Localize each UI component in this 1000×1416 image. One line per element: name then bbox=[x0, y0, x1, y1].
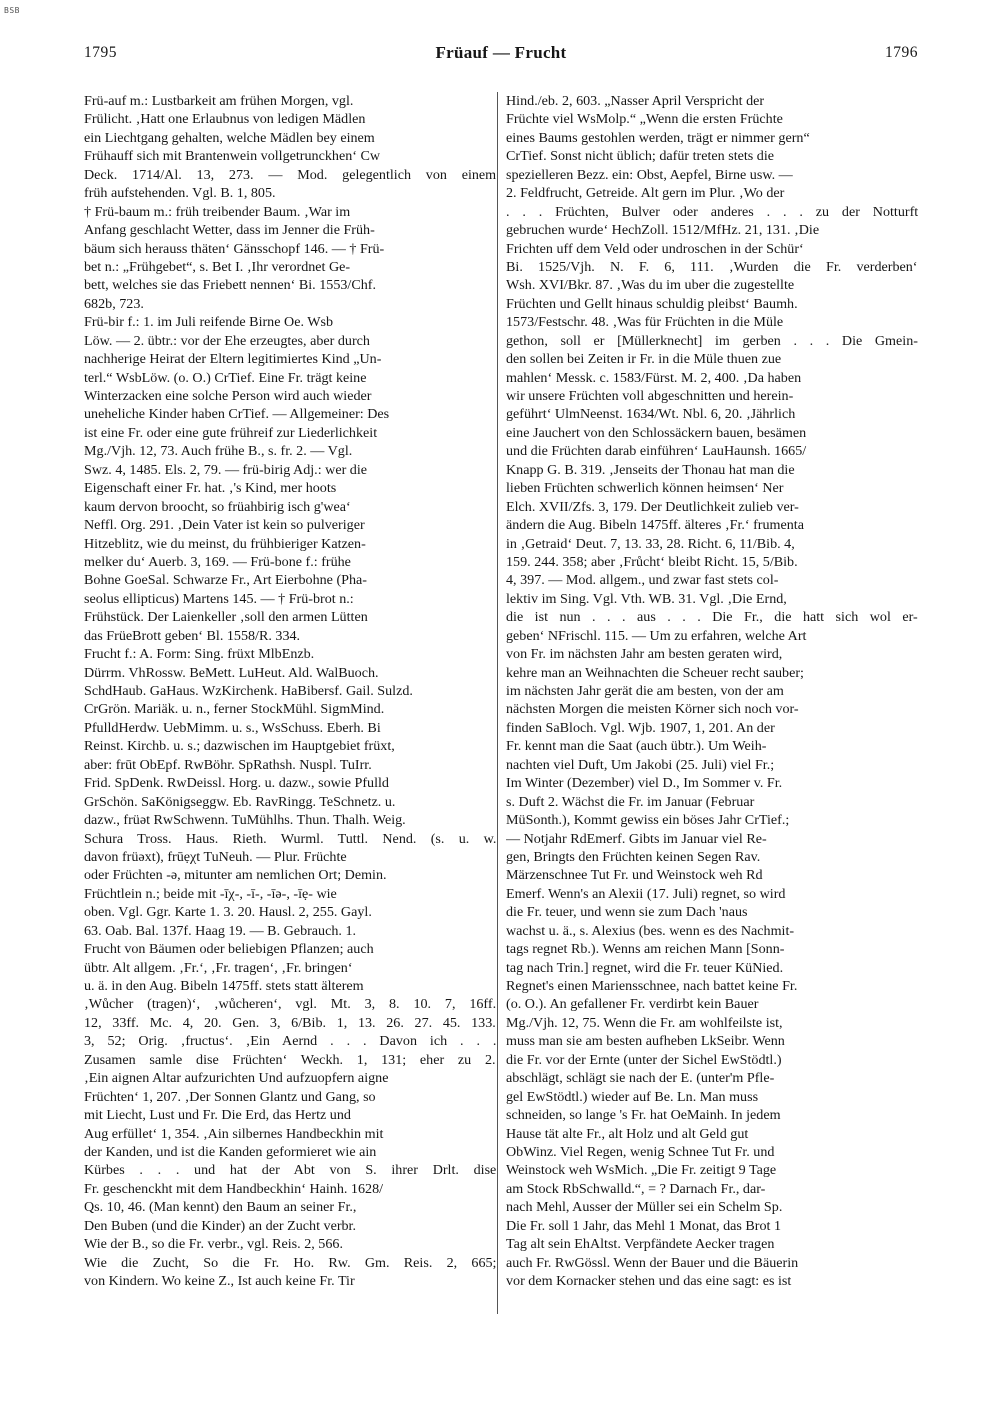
text-line: Wsh. XVI/Bkr. 87. ‚Was du im uber die zugestellte bbox=[506, 277, 795, 294]
text-line: lieben Früchten schwerlich können heimsen‘ Ner bbox=[506, 480, 784, 497]
text-line: Winterzacken eine solche Person wird auch wieder bbox=[84, 388, 372, 404]
text-line: geben‘ NFrischl. 115. — Um zu erfahren, welche Art bbox=[506, 627, 807, 644]
text-line: Hause tät alte Fr., alt Holz und alt Geld gut bbox=[506, 1125, 749, 1142]
text-line: davon früəxt), frūẹχt TuNeuh. — Plur. Früchte bbox=[84, 848, 347, 865]
text-line: Swz. 4, 1485. Els. 2, 79. — frü-birig Adj.: wer die bbox=[84, 461, 368, 478]
text-line: Hind./eb. 2, 603. „Nasser April Verspricht der bbox=[506, 93, 765, 109]
text-line: ändern die Aug. Bibeln 1475ff. älteres ‚Fr.‘ frumenta bbox=[506, 517, 804, 534]
page-number-right: 1796 bbox=[885, 44, 918, 61]
text-line: CrGrön. Mariäk. u. n., ferner StockMühl. SigmMind. bbox=[84, 701, 385, 718]
text-line: in ‚Getraid‘ Deut. 7, 13. 33, 28. Richt. 6, 11/Bib. 4, bbox=[506, 535, 795, 552]
text-line: (o. O.). An gefallener Fr. verdirbt kein Bauer bbox=[506, 996, 759, 1013]
text-line: SchdHaub. GaHaus. WzKirchenk. HaBibersf. Gail. Sulzd. bbox=[84, 683, 413, 699]
text-line: finden SaBloch. Vgl. Wjb. 1907, 1, 201. An der bbox=[506, 719, 775, 736]
text-line: gebruchen wurde‘ HechZoll. 1512/MfHz. 21, 131. ‚Die bbox=[506, 222, 820, 239]
text-line: Emerf. Wenn's an Alexii (17. Juli) regnet, so wird bbox=[506, 885, 786, 902]
text-line: Früchte viel WsMolp.“ „Wenn die ersten Früchte bbox=[506, 111, 783, 128]
text-line: Frü-bir f.: 1. im Juli reifende Birne Oe. Wsb bbox=[84, 314, 334, 331]
text-line: Frülicht. ‚Hatt one Erlaubnus von ledigen Mädlen bbox=[84, 111, 366, 128]
text-line: Neffl. Org. 291. ‚Dein Vater ist kein so pulveriger bbox=[84, 517, 365, 534]
text-line: uneheliche Kinder haben CrTief. — Allgemeiner: Des bbox=[84, 406, 390, 423]
text-line: Fr. geschenckht mit dem Handbeckhin‘ Hainh. 1628/ bbox=[84, 1180, 384, 1197]
text-line: PfulldHerdw. UebMimm. u. s., WsSchuss. Eberh. Bi bbox=[84, 719, 381, 736]
text-line: nächsten Morgen die meisten Körner sich noch vor- bbox=[506, 701, 799, 718]
text-line: u. ä. in den Aug. Bibeln 1475ff. stets statt älterem bbox=[84, 978, 364, 994]
text-line: Frühstück. Der Laienkeller ‚soll den armen Lütten bbox=[84, 609, 368, 626]
text-line: im nächsten Jahr gerät die am besten, von der am bbox=[506, 683, 784, 699]
text-line: Tag alt sein EhAltst. Verpfändete Aecker tragen bbox=[506, 1236, 775, 1253]
text-line: Wie der B., so die Fr. verbr., vgl. Reis. 2, 566. bbox=[84, 1236, 343, 1253]
text-line: mit Liecht, Lust und Fr. Die Erd, das Hertz und bbox=[84, 1107, 351, 1124]
text-line: Dürrm. VhRossw. BeMett. LuHeut. Ald. WalBuoch. bbox=[84, 664, 379, 681]
text-line: Deck. 1714/Al. 13, 273. — Mod. gelegentlich von einem bbox=[84, 166, 496, 183]
text-line: gel EwStödtl.) wieder auf Be. Ln. Man muss bbox=[506, 1088, 759, 1105]
text-line: ObWinz. Viel Regen, wenig Schnee Tut Fr. und bbox=[506, 1143, 775, 1160]
text-line: Weinstock weh WsMich. „Die Fr. zeitigt 9 Tage bbox=[506, 1162, 777, 1179]
text-line: dazw., früət RwSchwenn. TuMühlhs. Thun. Thalh. Weig. bbox=[84, 812, 406, 829]
text-line: 682b, 723. bbox=[84, 295, 144, 312]
text-line: und die Früchten darab einführen‘ LauHaunsh. 1665/ bbox=[506, 443, 807, 460]
text-line: früh aufstehenden. Vgl. B. 1, 805. bbox=[84, 185, 276, 202]
text-line: die ist nun . . . aus . . . Die Fr., die hatt sich wol er- bbox=[506, 609, 918, 626]
text-line: tag nach Trin.] regnet, wird die Fr. teuer KüNied. bbox=[506, 959, 784, 976]
text-line: ist eine Fr. oder eine gute frühreif zur Liederlichkeit bbox=[84, 424, 378, 441]
text-line: von Kindern. Wo keine Z., Ist auch keine Fr. Tir bbox=[84, 1273, 355, 1289]
text-line: Kürbes . . . und hat der Abt von S. ihrer Drlt. dise bbox=[84, 1162, 496, 1179]
text-line: Hitzeblitz, wie du meinst, du frühbieriger Katzen- bbox=[84, 535, 366, 552]
text-line: 1573/Festschr. 48. ‚Was für Früchten in die Müle bbox=[506, 314, 784, 331]
running-title: Früauf — Frucht bbox=[435, 43, 567, 62]
text-line: wir unsere Früchten voll abgeschnitten und herein- bbox=[506, 388, 794, 404]
text-line: Frucht f.: A. Form: Sing. früxt MlbEnzb. bbox=[84, 646, 315, 663]
text-line: tags regnet Rb.). Wenns am reichen Mann [Sonn- bbox=[506, 941, 785, 958]
text-line: schneiden, so lange 's Fr. hat OeMainh. In jedem bbox=[506, 1107, 781, 1124]
right-column bbox=[506, 92, 918, 1290]
text-line: das FrüeBrott geben‘ Bl. 1558/R. 334. bbox=[84, 627, 301, 644]
text-line: bet n.: „Frühgebet“, s. Bet I. ‚Ihr verordnet Ge- bbox=[84, 258, 351, 275]
text-line: melker du‘ Auerb. 3, 169. — Frü-bone f.: frühe bbox=[84, 553, 351, 570]
text-line: 12, 33ff. Mc. 4, 20. Gen. 3, 6/Bib. 1, 13. 26. 27. 45. 133. bbox=[84, 1014, 496, 1031]
text-line: CrTief. Sonst nicht üblich; dafür treten stets die bbox=[506, 148, 775, 165]
text-line: vor dem Kornacker stehen und das eine sagt: es ist bbox=[506, 1273, 792, 1289]
text-line: Im Winter (Dezember) viel D., Im Sommer v. Fr. bbox=[506, 775, 783, 792]
text-line: 3, 52; Orig. ‚fructus‘. ‚Ein Aernd . . . Davon ich . . . bbox=[84, 1033, 496, 1050]
text-line: lektiv im Sing. Vgl. Vth. WB. 31. Vgl. ‚Die Ernd, bbox=[506, 590, 787, 607]
text-line: Frid. SpDenk. RwDeissl. Horg. u. dazw., sowie Pfulld bbox=[84, 775, 389, 792]
text-line: Eigenschaft einer Fr. hat. ‚'s Kind, mer hoots bbox=[84, 480, 337, 497]
text-line: ‚Wůcher (tragen)‘, ‚wůcheren‘, vgl. Mt. 3, 8. 10. 7, 16ff. bbox=[84, 996, 496, 1013]
text-line: gen, Bringts den Früchten keinen Segen Rav. bbox=[506, 848, 761, 865]
text-line: Frichten uff dem Veld oder undroschen in der Schür‘ bbox=[506, 240, 804, 257]
text-line: oben. Vgl. Ggr. Karte 1. 3. 20. Hausl. 2, 255. Gayl. bbox=[84, 904, 372, 921]
text-line: Früchten und Gellt hinaus schuldig pleibst‘ Baumh. bbox=[506, 295, 798, 312]
text-line: eines Baums gestohlen werden, trägt er nimmer gern“ bbox=[506, 129, 810, 146]
text-line: Regnet's einen Mariensschnee, nach battet keine Fr. bbox=[506, 978, 798, 994]
text-line: eine Jauchert von den Schlossäckern bauen, besämen bbox=[506, 424, 807, 441]
text-line: Frü-auf m.: Lustbarkeit am frühen Morgen, vgl. bbox=[84, 93, 354, 109]
text-line: aber: frūt ObEpf. RwBöhr. SpRathsh. Nuspl. TuIrr. bbox=[84, 756, 372, 773]
text-line: Schura Tross. Haus. Rieth. Wurml. Tuttl. Nend. (s. u. w. bbox=[84, 830, 496, 847]
text-line: spezielleren Bezz. ein: Obst, Aepfel, Birne usw. — bbox=[506, 166, 793, 183]
text-line: übtr. Alt allgem. ‚Fr.‘, ‚Fr. tragen‘, ‚Fr. bringen‘ bbox=[84, 959, 353, 976]
text-line: Frühauff sich mit Brantenwein vollgetrunckhen‘ Cw bbox=[84, 148, 381, 165]
text-line: 4, 397. — Mod. allgem., und zwar fast stets col- bbox=[506, 572, 779, 589]
text-line: Früchten‘ 1, 207. ‚Der Sonnen Glantz und Gang, so bbox=[84, 1088, 376, 1105]
text-line: Aug erfüllet‘ 1, 354. ‚Ain silbernes Handbeckhin mit bbox=[84, 1125, 384, 1142]
page-header bbox=[84, 44, 918, 72]
text-line: ‚Ein aignen Altar aufzurichten Und aufzuopfern aigne bbox=[84, 1070, 389, 1087]
page-number-left: 1795 bbox=[84, 44, 117, 61]
text-line: Frucht von Bäumen oder beliebigen Pflanzen; auch bbox=[84, 941, 374, 958]
text-line: kehre man an Weihnachten die Scheuer recht sauber; bbox=[506, 664, 804, 681]
text-line: den sollen bei Zeiten ir Fr. in die Müle thuen zue bbox=[506, 351, 782, 368]
text-line: Zusamen samle dise Früchten‘ Weckh. 1, 131; eher zu 2. bbox=[84, 1051, 496, 1068]
text-line: Märzenschnee Tut Fr. und Weinstock weh Rd bbox=[506, 867, 763, 884]
text-line: ein Liechtgang gehalten, welche Mädlen bey einem bbox=[84, 129, 375, 146]
text-line: muss man sie am besten aufheben LkSeibr. Wenn bbox=[506, 1033, 785, 1050]
text-line: 2. Feldfrucht, Getreide. Alt gern im Plur. ‚Wo der bbox=[506, 185, 785, 202]
text-line: . . . Früchten, Bulver oder anderes . . . zu der Notturft bbox=[506, 203, 918, 220]
text-line: Löw. — 2. übtr.: vor der Ehe erzeugtes, aber durch bbox=[84, 332, 370, 349]
text-line: 159. 244. 358; aber ‚Frůcht‘ bleibt Richt. 15, 5/Bib. bbox=[506, 553, 798, 570]
text-line: 63. Oab. Bal. 137f. Haag 19. — B. Gebrauch. 1. bbox=[84, 922, 357, 939]
text-line: Knapp G. B. 319. ‚Jenseits der Thonau hat man die bbox=[506, 461, 795, 478]
text-line: Bi. 1525/Vjh. N. F. 6, 111. ‚Wurden die Fr. verderben‘ bbox=[506, 258, 918, 275]
text-line: Mg./Vjh. 12, 73. Auch frühe B., s. fr. 2. — Vgl. bbox=[84, 443, 353, 460]
text-line: — Notjahr RdEmerf. Gibts im Januar viel Re- bbox=[506, 830, 767, 847]
text-line: bett, welches sie das Friebett nennen‘ Bi. 1553/Chf. bbox=[84, 277, 376, 294]
text-line: nachherige Heirat der Eltern legitimiertes Kind „Un- bbox=[84, 351, 382, 368]
text-line: oder Früchten -ə, mitunter am nemlichen Ort; Demin. bbox=[84, 867, 387, 884]
column-divider bbox=[497, 92, 498, 1314]
text-line: Reinst. Kirchb. u. s.; dazwischen im Hauptgebiet früxt, bbox=[84, 738, 395, 755]
text-line: Bohne GoeSal. Schwarze Fr., Art Eierbohne (Pha- bbox=[84, 572, 367, 589]
text-line: Früchtlein n.; beide mit -īχ-, -ī-, -īə-, -īẹ- wie bbox=[84, 885, 337, 902]
text-line: auch Fr. RwGössl. Wenn der Bauer und die Bäuerin bbox=[506, 1254, 799, 1271]
text-line: am Stock RbSchwalld.“, = ? Darnach Fr., dar- bbox=[506, 1180, 766, 1197]
text-line: Die Fr. soll 1 Jahr, das Mehl 1 Monat, das Brot 1 bbox=[506, 1217, 782, 1234]
text-line: Mg./Vjh. 12, 75. Wenn die Fr. am wohlfeilste ist, bbox=[506, 1014, 783, 1031]
text-line: bäum sich herauss thäten‘ Gänsschopf 146. — † Frü- bbox=[84, 240, 385, 257]
text-line: † Frü-baum m.: früh treibender Baum. ‚War im bbox=[84, 203, 351, 220]
text-line: nachten viel Duft, Um Jakobi (25. Juli) viel Fr.; bbox=[506, 756, 775, 773]
text-line: mahlen‘ Messk. c. 1583/Fürst. M. 2, 400. ‚Da haben bbox=[506, 369, 802, 386]
text-line: die Fr. teuer, und wenn sie zum Dach 'naus bbox=[506, 904, 748, 921]
text-line: der Kanden, und ist die Kanden geformieret wie ain bbox=[84, 1143, 377, 1160]
text-line: Qs. 10, 46. (Man kennt) den Baum an seiner Fr., bbox=[84, 1199, 357, 1216]
text-line: s. Duft 2. Wächst die Fr. im Januar (Februar bbox=[506, 793, 755, 810]
text-line: wachst u. ä., s. Alexius (bes. wenn es des Nachmit- bbox=[506, 922, 795, 939]
text-line: MüSonth.), Kommt gewiss ein böses Jahr CrTief.; bbox=[506, 812, 790, 829]
library-stamp: BSB bbox=[4, 6, 20, 15]
text-line: die Fr. vor der Ernte (unter der Sichel EwStödtl.) bbox=[506, 1051, 782, 1068]
text-line: kaum dervon broocht, so früahbirig isch g'wea‘ bbox=[84, 498, 351, 515]
text-line: terl.“ WsbLöw. (o. O.) CrTief. Eine Fr. trägt keine bbox=[84, 369, 367, 386]
text-line: Den Buben (und die Kinder) an der Zucht verbr. bbox=[84, 1217, 356, 1234]
text-line: gethon, soll er [Müllerknecht] im gerben . . . Die Gmein- bbox=[506, 332, 918, 349]
text-line: nach Mehl, Ausser der Müller sei ein Schelm Sp. bbox=[506, 1199, 783, 1216]
text-line: geführt‘ UlmNeenst. 1634/Wt. Nbl. 6, 20. ‚Jährlich bbox=[506, 406, 796, 423]
left-column bbox=[84, 92, 496, 1290]
text-line: Fr. kennt man die Saat (auch übtr.). Um Weih- bbox=[506, 738, 767, 755]
text-line: abschlägt, schlägt sie nach der E. (unter'm Pfle- bbox=[506, 1070, 775, 1087]
text-line: Wie die Zucht, So die Fr. Ho. Rw. Gm. Reis. 2, 665; bbox=[84, 1254, 496, 1271]
text-line: GrSchön. SaKönigseggw. Eb. RavRingg. TeSchnetz. u. bbox=[84, 793, 396, 810]
text-line: von Fr. im nächsten Jahr am besten geraten wird, bbox=[506, 646, 783, 663]
text-line: seolus ellipticus) Martens 145. — † Frü-brot n.: bbox=[84, 590, 354, 607]
text-line: Anfang geschlacht Wetter, dass im Jenner die Früh- bbox=[84, 222, 375, 239]
text-line: Elch. XVII/Zfs. 3, 179. Der Deutlichkeit zulieb ver- bbox=[506, 498, 799, 515]
